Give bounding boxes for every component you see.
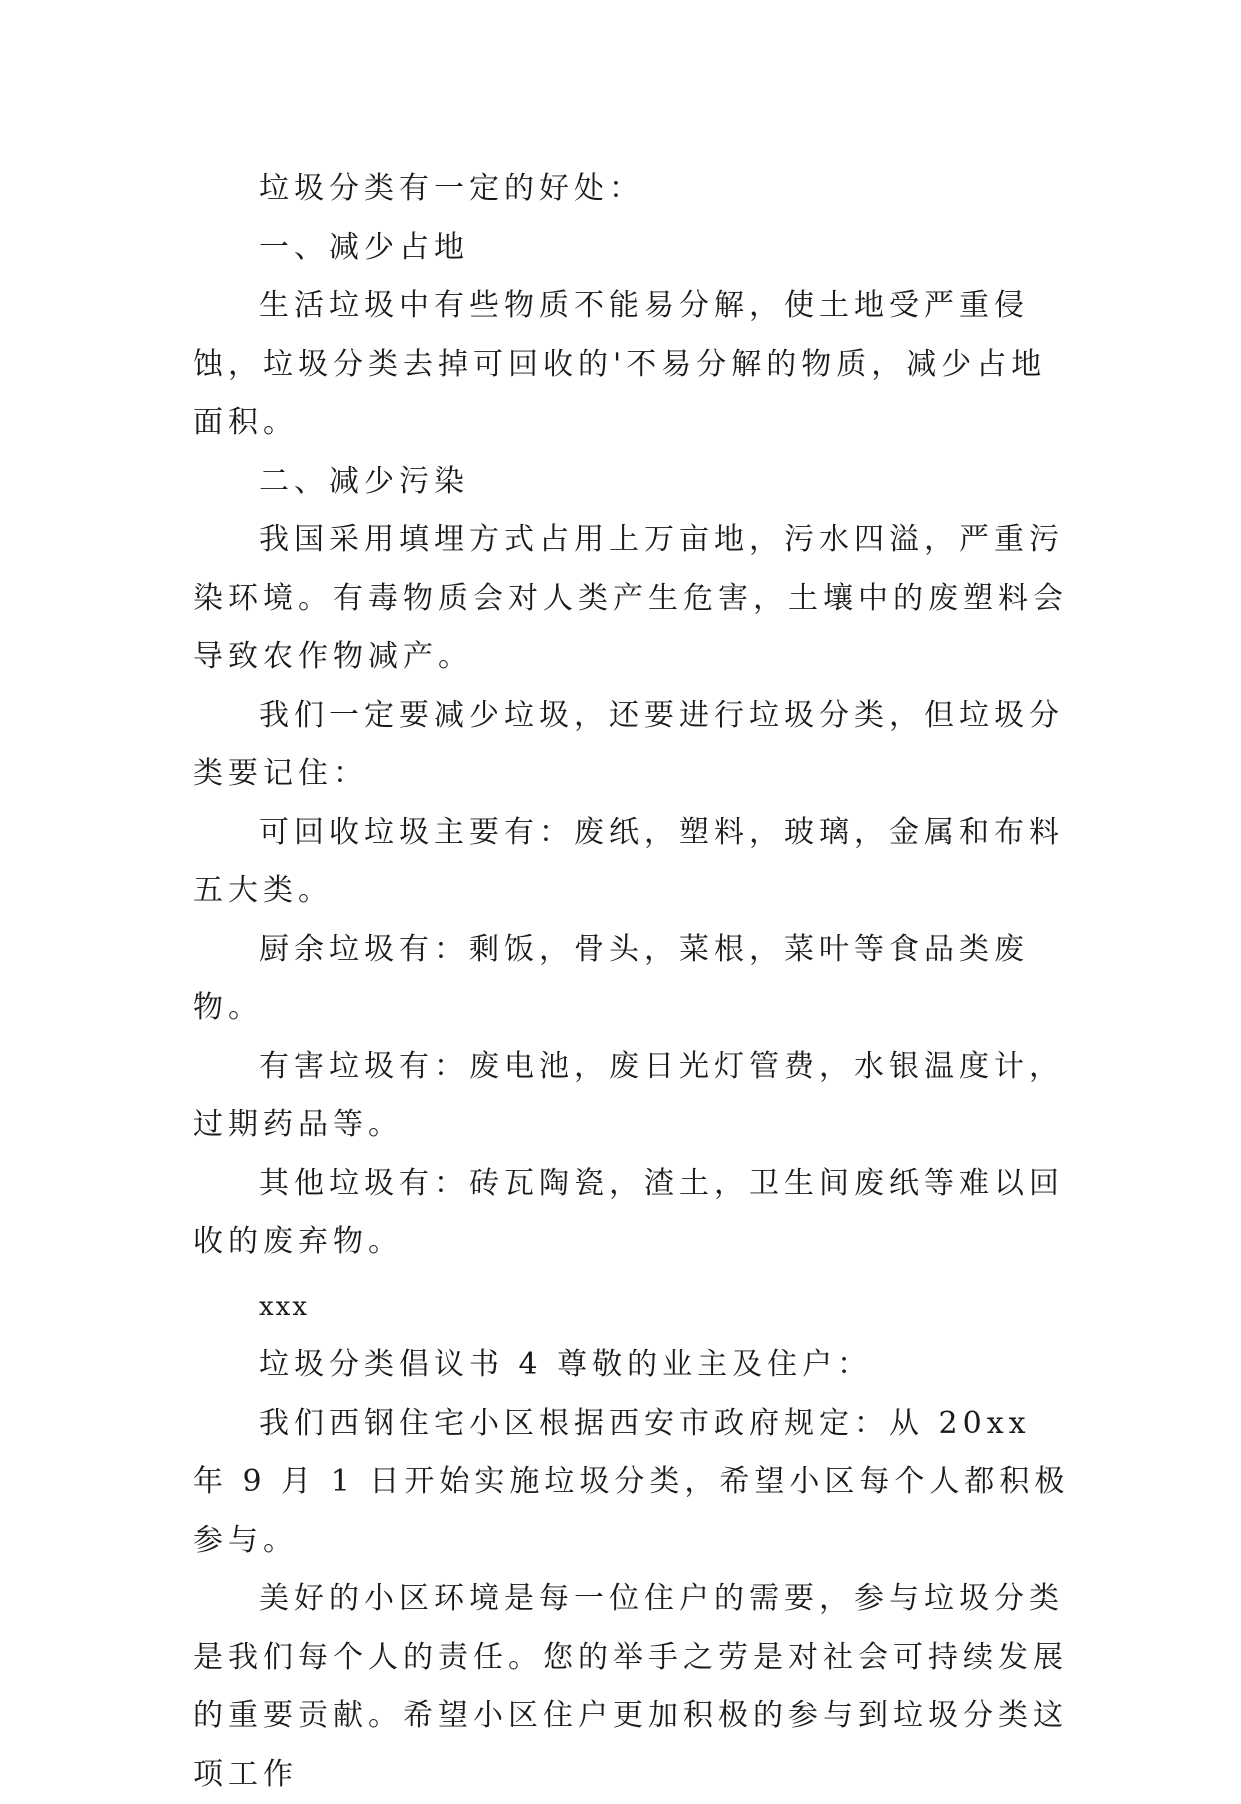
paragraph-must-sort: 我们一定要减少垃圾，还要进行垃圾分类，但垃圾分类要记住：: [193, 697, 1064, 791]
signature: xxx: [259, 1291, 309, 1322]
paragraph-proposal-title: 垃圾分类倡议书 4 尊敬的业主及住户：: [259, 1347, 873, 1382]
paragraph-other-waste: 其他垃圾有：砖瓦陶瓷，渣土，卫生间废纸等难以回收的废弃物。: [193, 1165, 1064, 1259]
paragraph-recyclable: 可回收垃圾主要有：废纸，塑料，玻璃，金属和布料五大类。: [193, 814, 1064, 908]
heading-reduce-land-use: 一、减少占地: [259, 229, 469, 265]
paragraph-pollution: 我国采用填埋方式占用上万亩地，污水四溢，严重污染环境。有毒物质会对人类产生危害，土壤中的废塑料会导致农作物减产。: [193, 522, 1068, 674]
paragraph-land-use: 生活垃圾中有些物质不能易分解，使土地受严重侵蚀，垃圾分类去掉可回收的'不易分解的物质，减少占地面积。: [193, 288, 1047, 440]
paragraph-intro: 垃圾分类有一定的好处：: [259, 171, 644, 206]
paragraph-hazardous: 有害垃圾有：废电池，废日光灯管费，水银温度计，过期药品等。: [193, 1048, 1064, 1142]
paragraph-appeal: 美好的小区环境是每一位住户的需要，参与垃圾分类是我们每个人的责任。您的举手之劳是对社会可持续发展的重要贡献。希望小区住户更加积极的参与到垃圾分类这项工作: [193, 1581, 1068, 1792]
heading-reduce-pollution: 二、减少污染: [259, 463, 469, 499]
paragraph-announcement: 我们西钢住宅小区根据西安市政府规定：从 20xx 年 9 月 1 日开始实施垃圾分类，希望小区每个人都积极参与。: [193, 1405, 1070, 1558]
document-body: [193, 160, 1073, 1804]
paragraph-kitchen-waste: 厨余垃圾有：剩饭，骨头，菜根，菜叶等食品类废物。: [193, 931, 1029, 1025]
